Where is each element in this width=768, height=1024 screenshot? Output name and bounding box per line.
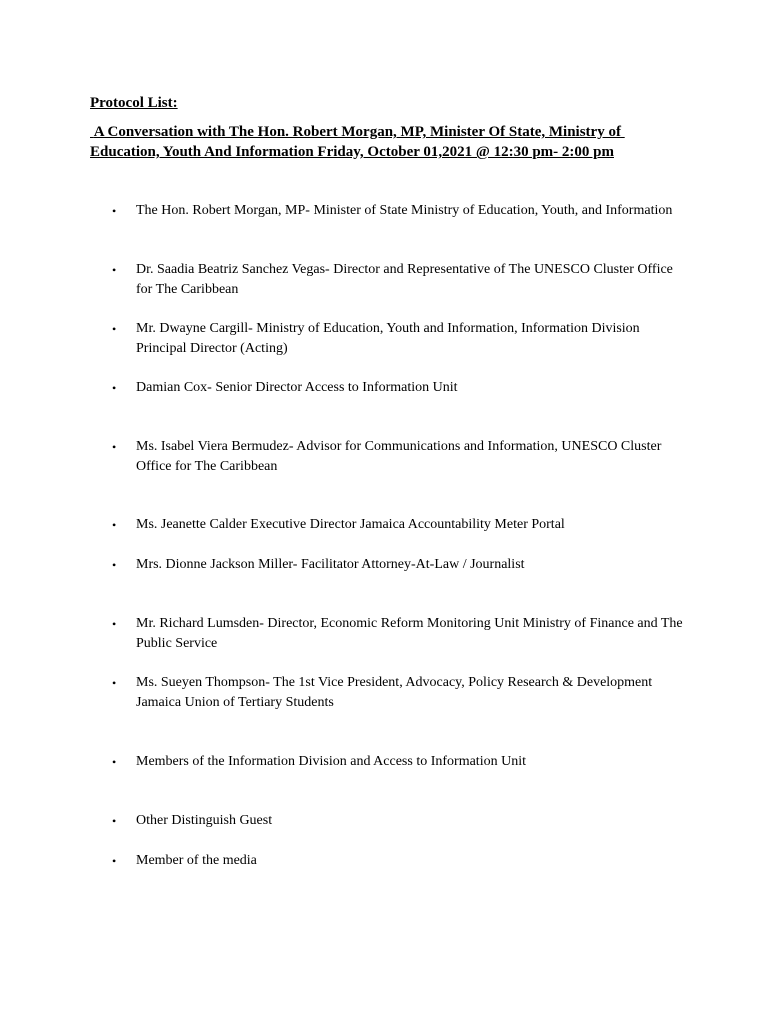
bullet-icon: • [112, 814, 117, 828]
bullet-icon: • [112, 854, 117, 868]
attendee-text: Dr. Saadia Beatriz Sanchez Vegas- Director and Representative of The UNESCO Cluster Office for The Caribbean [136, 262, 673, 297]
attendee-text: Ms. Sueyen Thompson- The 1st Vice President, Advocacy, Policy Research & Development Jamaica Union of Tertiary Students [136, 675, 653, 710]
list-item [112, 260, 692, 300]
list-item [112, 201, 692, 221]
attendee-text: The Hon. Robert Morgan, MP- Minister of State Ministry of Education, Youth, and Information [136, 203, 673, 218]
list-item [112, 555, 692, 575]
attendee-text: Other Distinguish Guest [136, 813, 273, 828]
list-item [112, 437, 692, 477]
attendee-text: Damian Cox- Senior Director Access to Information Unit [136, 380, 458, 395]
attendee-text: Member of the media [136, 853, 257, 868]
attendee-text: Mr. Richard Lumsden- Director, Economic Reform Monitoring Unit Ministry of Finance and The Public Service [136, 616, 683, 651]
bullet-icon: • [112, 617, 117, 631]
list-item [112, 851, 692, 871]
attendee-text: Ms. Jeanette Calder Executive Director Jamaica Accountability Meter Portal [136, 517, 565, 532]
bullet-icon: • [112, 558, 117, 572]
list-item [112, 515, 692, 535]
bullet-icon: • [112, 204, 117, 218]
bullet-icon: • [112, 755, 117, 769]
bullet-icon: • [112, 518, 117, 532]
list-item [112, 673, 692, 713]
bullet-icon: • [112, 263, 117, 277]
bullet-icon: • [112, 322, 117, 336]
attendee-text: Ms. Isabel Viera Bermudez- Advisor for Communications and Information, UNESCO Cluster Office for The Caribbean [136, 439, 662, 474]
document-title: A Conversation with The Hon. Robert Morgan, MP, Minister Of State, Ministry of Education, Youth And Information Friday, October 01,2021 @ 12:30 pm- 2:00 pm [90, 124, 625, 160]
bullet-icon: • [112, 440, 117, 454]
attendee-text: Mrs. Dionne Jackson Miller- Facilitator Attorney-At-Law / Journalist [136, 557, 525, 572]
attendee-text: Mr. Dwayne Cargill- Ministry of Education, Youth and Information, Information Division Principal Director (Acting) [136, 321, 640, 356]
list-item [112, 378, 692, 398]
bullet-icon: • [112, 676, 117, 690]
list-item [112, 752, 692, 772]
list-item [112, 811, 692, 831]
list-item [112, 614, 692, 654]
list-item [112, 319, 692, 359]
bullet-icon: • [112, 381, 117, 395]
protocol-list-heading: Protocol List: [90, 95, 178, 111]
attendee-text: Members of the Information Division and Access to Information Unit [136, 754, 526, 769]
